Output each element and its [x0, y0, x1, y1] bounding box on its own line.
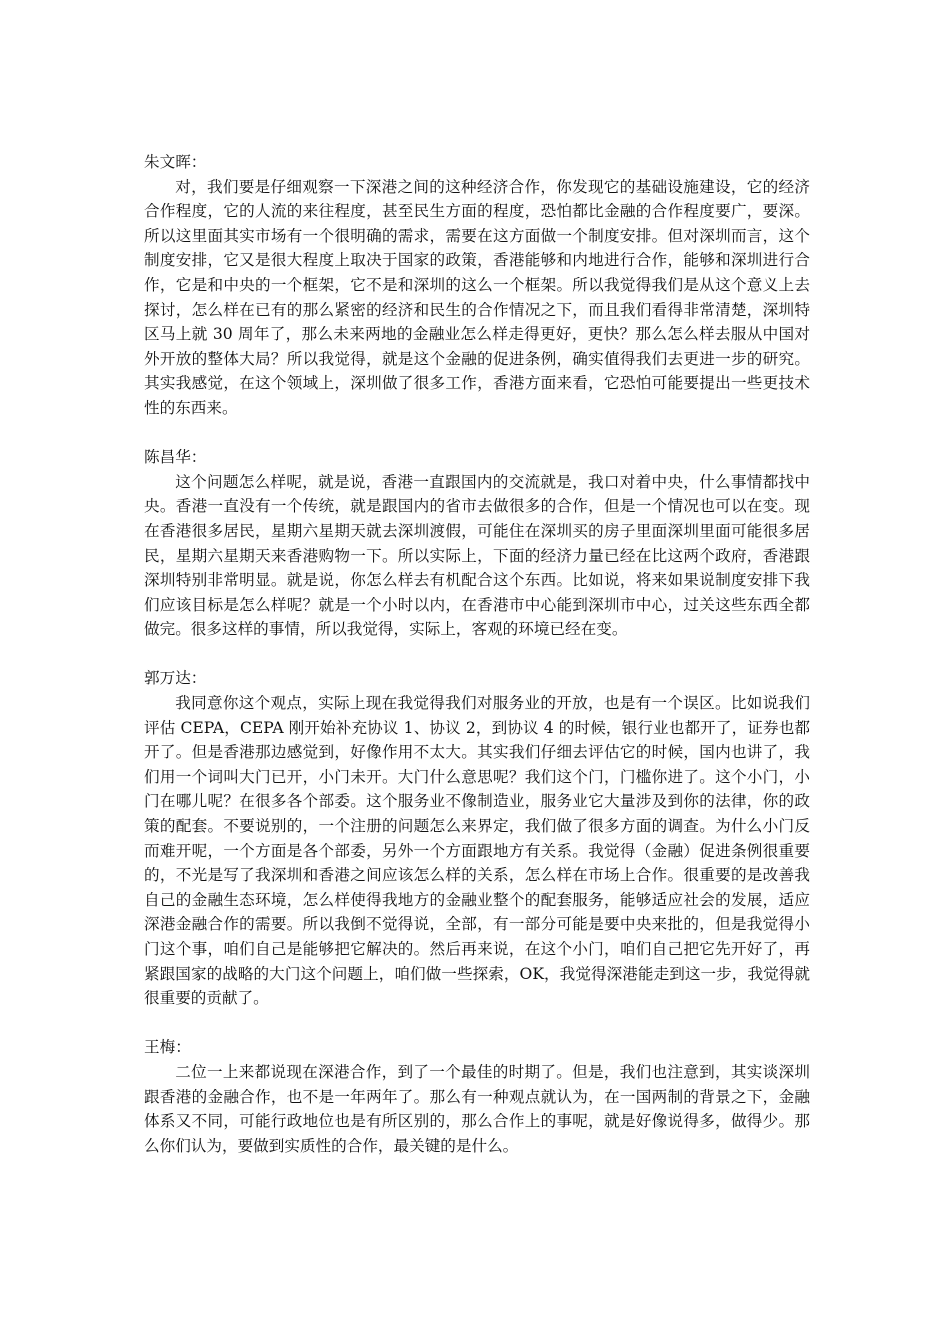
- speech-paragraph: 我同意你这个观点，实际上现在我觉得我们对服务业的开放，也是有一个误区。比如说我们评估 CEPA，CEPA 刚开始补充协议 1、协议 2，到协议 4 的时候，银行业也都开了，证券也都开了。但是香港那边感觉到，好像作用不太大。其实我们仔细去评估它的时候，国内也讲了，我们用一个词叫大门已开，小门未开。大门什么意思呢？我们这个门，门槛你进了。这个小门，小门在哪儿呢？在很多各个部委。这个服务业不像制造业，服务业它大量涉及到你的法律，你的政策的配套。不要说别的，一个注册的问题怎么来界定，我们做了很多方面的调查。为什么小门反而难开呢，一个方面是各个部委，另外一个方面跟地方有关系。我觉得（金融）促进条例很重要的，不光是写了我深圳和香港之间应该怎么样的关系，怎么样在市场上合作。很重要的是改善我自己的金融生态环境，怎么样使得我地方的金融业整个的配套服务，能够适应社会的发展，适应深港金融合作的需要。所以我倒不觉得说，全部，有一部分可能是要中央来批的，但是我觉得小门这个事，咱们自己是能够把它解决的。然后再来说，在这个小门，咱们自己把它先开好了，再紧跟国家的战略的大门这个问题上，咱们做一些探索，OK，我觉得深港能走到这一步，我觉得就很重要的贡献了。: [144, 694, 810, 1008]
- dialogue-section-2: [144, 445, 810, 642]
- dialogue-section-3: [144, 666, 810, 1010]
- speaker-name: 陈昌华：: [144, 448, 207, 467]
- dialogue-section-1: [144, 150, 810, 421]
- speech-paragraph: 二位一上来都说现在深港合作，到了一个最佳的时期了。但是，我们也注意到，其实谈深圳跟香港的金融合作，也不是一年两年了。那么有一种观点就认为，在一国两制的背景之下，金融体系又不同，可能行政地位也是有所区别的，那么合作上的事呢，就是好像说得多，做得少。那么你们认为，要做到实质性的合作，最关键的是什么。: [144, 1062, 810, 1155]
- dialogue-section-4: [144, 1035, 810, 1158]
- document-page: [144, 150, 810, 1183]
- speaker-name: 朱文晖：: [144, 153, 207, 171]
- speaker-name: 郭万达：: [144, 669, 207, 688]
- speaker-name: 王梅：: [144, 1038, 191, 1057]
- speech-paragraph: 对，我们要是仔细观察一下深港之间的这种经济合作，你发现它的基础设施建设，它的经济合作程度，它的人流的来往程度，甚至民生方面的程度，恐怕都比金融的合作程度要广，要深。所以这里面其实市场有一个很明确的需求，需要在这方面做一个制度安排。但对深圳而言，这个制度安排，它又是很大程度上取决于国家的政策，香港能够和内地进行合作，能够和深圳进行合作，它是和中央的一个框架，它不是和深圳的这么一个框架。所以我觉得我们是从这个意义上去探讨，怎么样在已有的那么紧密的经济和民生的合作情况之下，而且我们看得非常清楚，深圳特区马上就 30 周年了，那么未来两地的金融业怎么样走得更好，更快？那么怎么样去服从中国对外开放的整体大局？所以我觉得，就是这个金融的促进条例，确实值得我们去更进一步的研究。其实我感觉，在这个领域上，深圳做了很多工作，香港方面来看，它恐怕可能要提出一些更技术性的东西来。: [144, 177, 810, 417]
- speech-paragraph: 这个问题怎么样呢，就是说，香港一直跟国内的交流就是，我口对着中央，什么事情都找中央。香港一直没有一个传统，就是跟国内的省市去做很多的合作，但是一个情况也可以在变。现在香港很多居民，星期六星期天就去深圳渡假，可能住在深圳买的房子里面深圳里面可能很多居民，星期六星期天来香港购物一下。所以实际上，下面的经济力量已经在比这两个政府，香港跟深圳特别非常明显。就是说，你怎么样去有机配合这个东西。比如说，将来如果说制度安排下我们应该目标是怎么样呢？就是一个小时以内，在香港市中心能到深圳市中心，过关这些东西全都做完。很多这样的事情，所以我觉得，实际上，客观的环境已经在变。: [144, 472, 810, 639]
